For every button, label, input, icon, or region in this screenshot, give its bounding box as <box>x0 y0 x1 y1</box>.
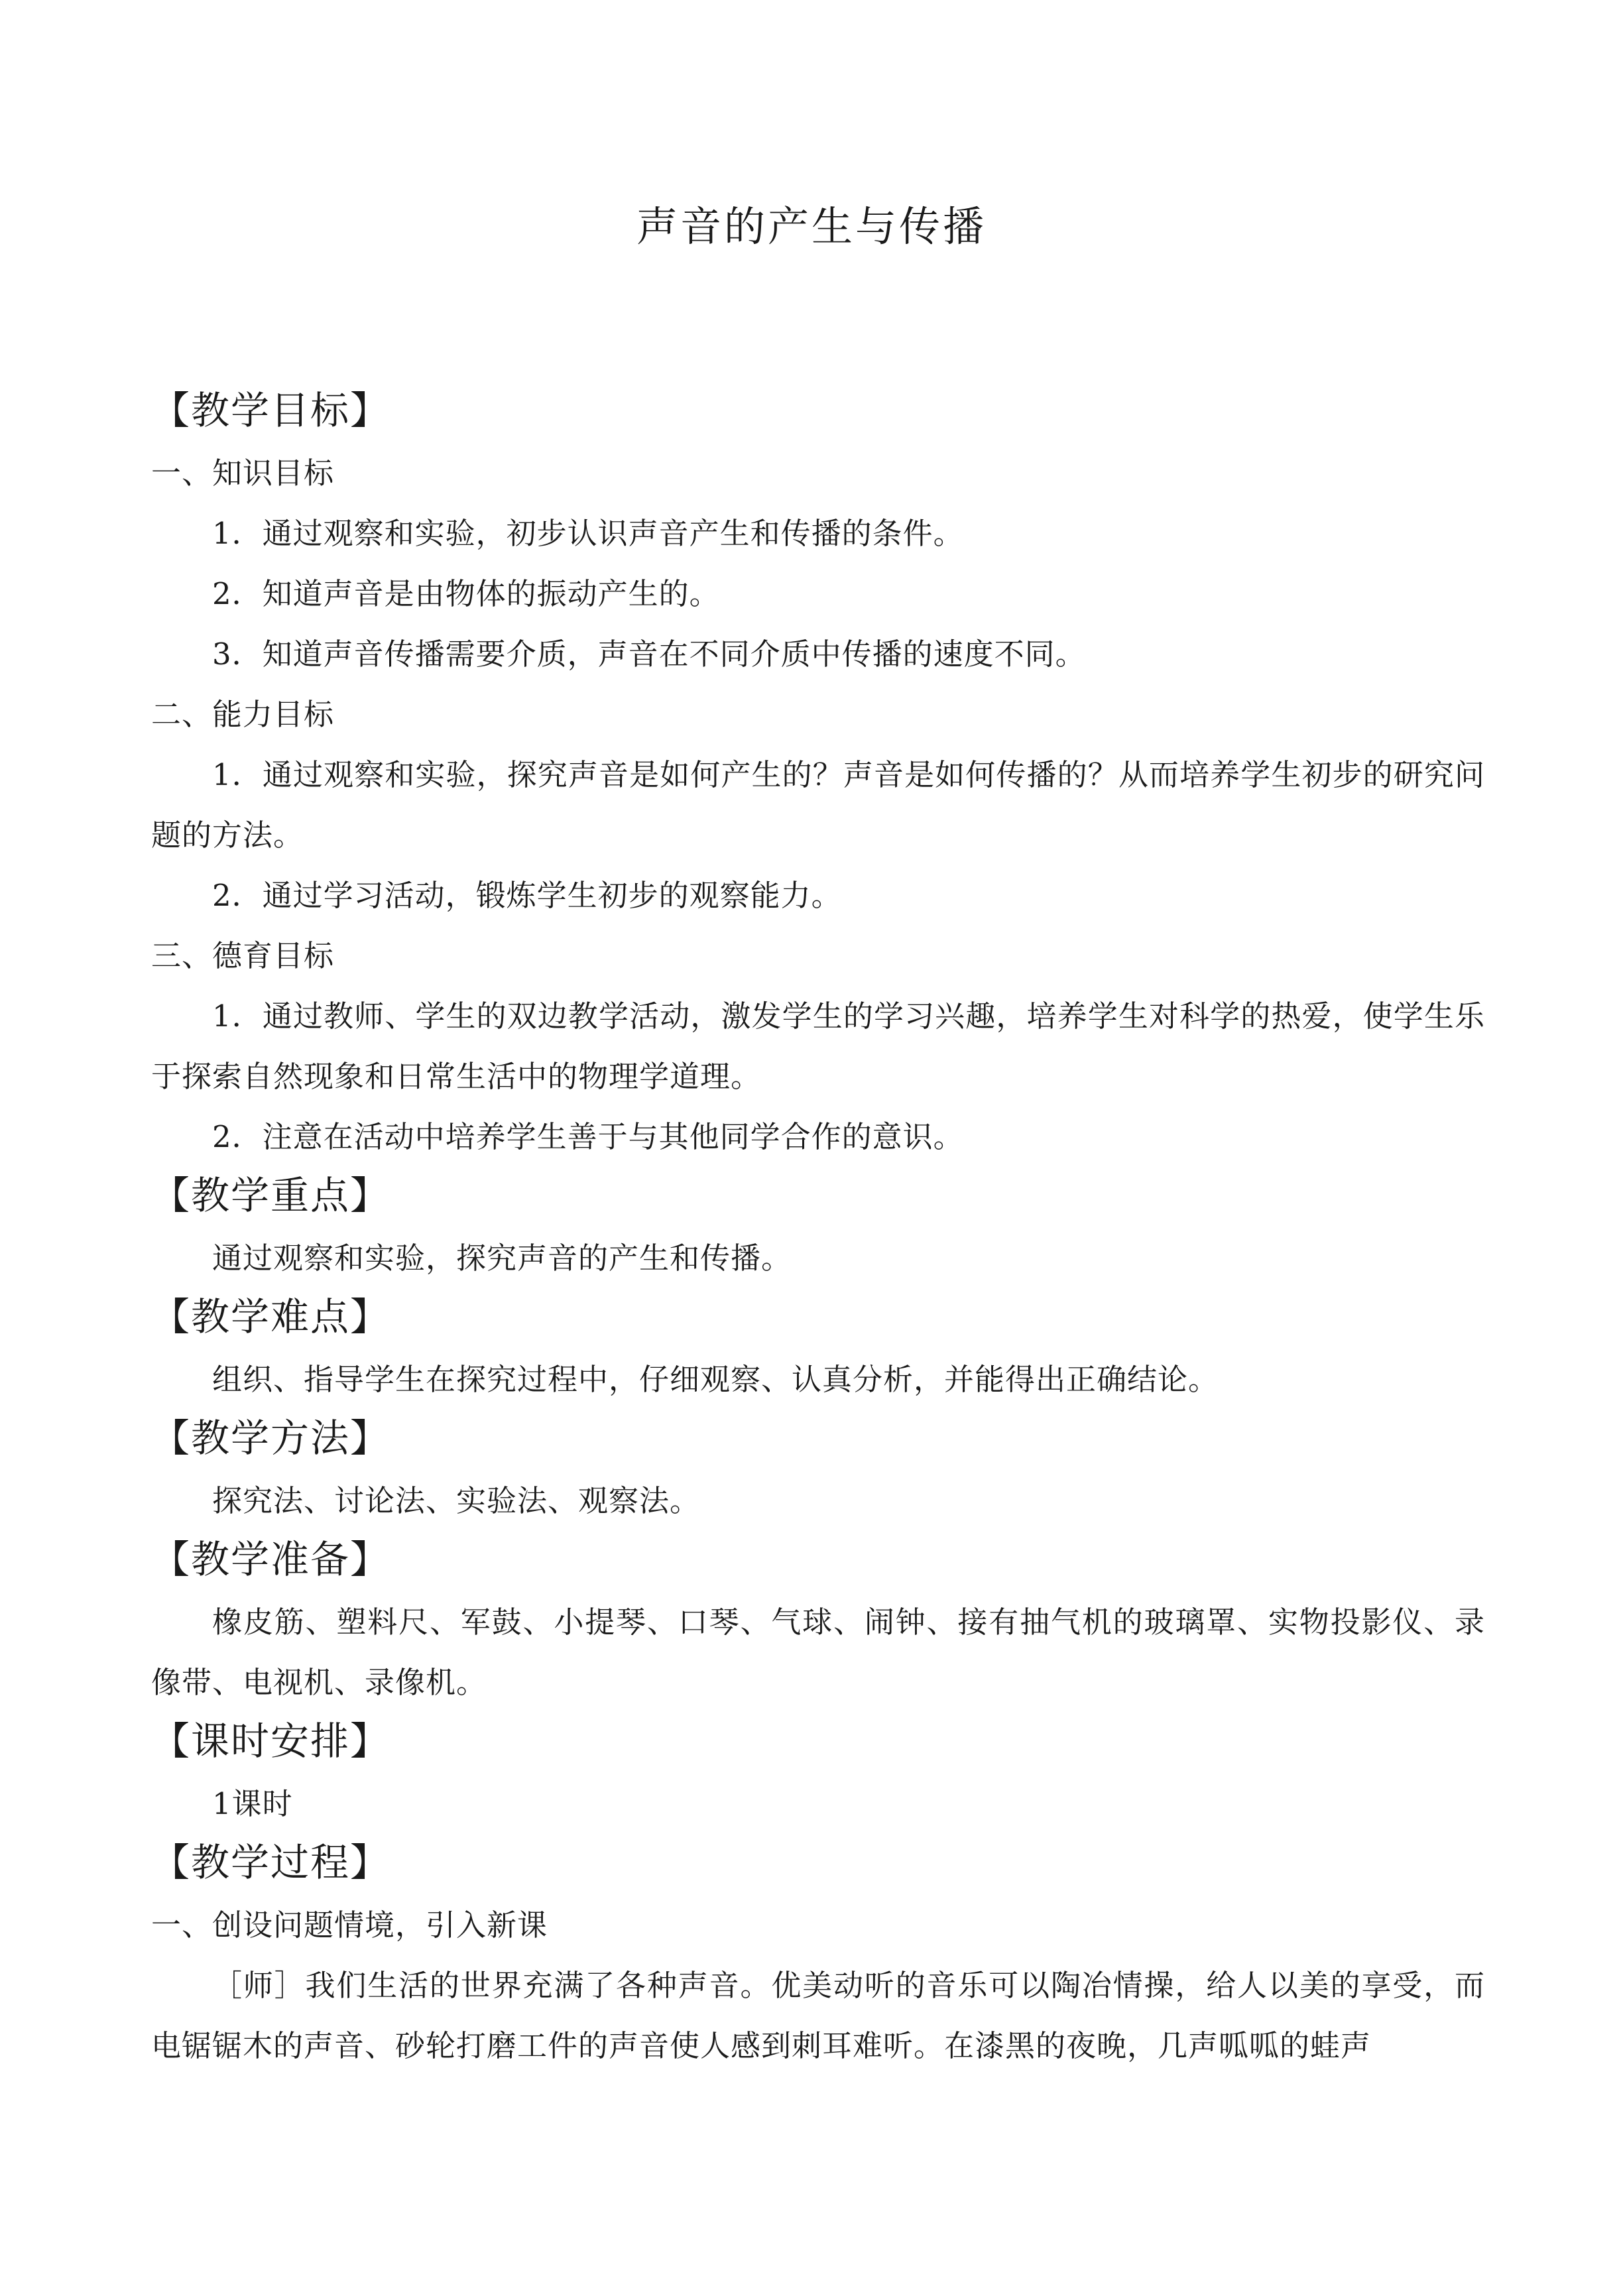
process-step1-text: ［师］我们生活的世界充满了各种声音。优美动听的音乐可以陶冶情操，给人以美的享受，而电锯锯木的声音、砂轮打磨工件的声音使人感到刺耳难听。在漆黑的夜晚，几声呱呱的蛙声 <box>151 1968 1485 2063</box>
knowledge-item-1: 1．通过观察和实验，初步认识声音产生和传播的条件。 <box>212 516 964 551</box>
moral-item-2: 2．注意在活动中培养学生善于与其他同学合作的意识。 <box>212 1119 964 1154</box>
subheading-knowledge: 一、知识目标 <box>151 455 335 491</box>
methods-text: 探究法、讨论法、实验法、观察法。 <box>212 1483 701 1518</box>
document-title: 声音的产生与传播 <box>636 202 987 251</box>
section-heading-methods: 【教学方法】 <box>151 1416 391 1461</box>
preparation-text: 橡皮筋、塑料尺、军鼓、小提琴、口琴、气球、闹钟、接有抽气机的玻璃罩、实物投影仪、录像带、电视机、录像机。 <box>151 1604 1485 1700</box>
document-body <box>151 382 1485 2076</box>
section-heading-key-points: 【教学重点】 <box>151 1173 391 1218</box>
key-points-text: 通过观察和实验，探究声音的产生和传播。 <box>212 1240 792 1276</box>
ability-item-1: 1．通过观察和实验，探究声音是如何产生的？声音是如何传播的？从而培养学生初步的研究问题的方法。 <box>151 757 1485 853</box>
subheading-moral: 三、德育目标 <box>151 938 335 973</box>
ability-item-2: 2．通过学习活动，锻炼学生初步的观察能力。 <box>212 878 842 913</box>
section-heading-preparation: 【教学准备】 <box>151 1537 391 1582</box>
subheading-process-step1: 一、创设问题情境，引入新课 <box>151 1907 548 1943</box>
knowledge-item-3: 3．知道声音传播需要介质，声音在不同介质中传播的速度不同。 <box>212 636 1086 672</box>
schedule-text: 1课时 <box>212 1786 293 1821</box>
section-heading-schedule: 【课时安排】 <box>151 1719 391 1764</box>
knowledge-item-2: 2．知道声音是由物体的振动产生的。 <box>212 576 720 611</box>
section-heading-process: 【教学过程】 <box>151 1840 391 1885</box>
section-heading-objectives: 【教学目标】 <box>151 388 391 433</box>
moral-item-1: 1．通过教师、学生的双边教学活动，激发学生的学习兴趣，培养学生对科学的热爱，使学生乐于探索自然现象和日常生活中的物理学道理。 <box>151 998 1485 1094</box>
section-heading-difficulties: 【教学难点】 <box>151 1294 391 1339</box>
subheading-ability: 二、能力目标 <box>151 697 335 732</box>
difficulties-text: 组织、指导学生在探究过程中，仔细观察、认真分析，并能得出正确结论。 <box>212 1362 1219 1397</box>
